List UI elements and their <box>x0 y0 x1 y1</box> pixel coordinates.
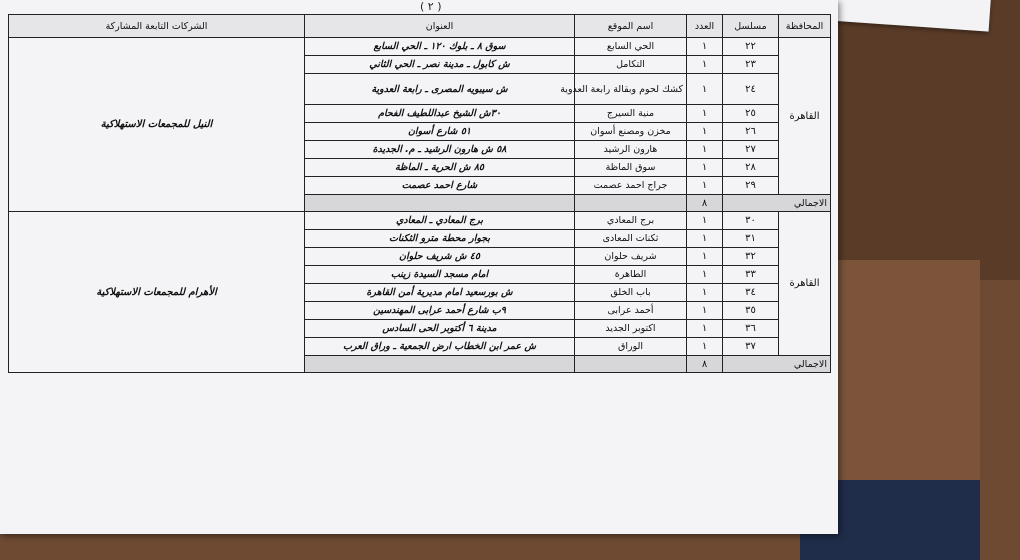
serial-cell: ٣٢ <box>723 248 779 266</box>
total-empty-cell <box>305 195 575 212</box>
location-name-cell: هارون الرشيد <box>575 141 687 159</box>
location-name-cell: ثكنات المعادى <box>575 230 687 248</box>
serial-cell: ٣١ <box>723 230 779 248</box>
count-cell: ١ <box>687 338 723 356</box>
location-name-cell: منية السيرج <box>575 105 687 123</box>
count-cell: ١ <box>687 123 723 141</box>
header-count: العدد <box>687 15 723 38</box>
header-address: العنوان <box>305 15 575 38</box>
location-name-cell: شريف حلوان <box>575 248 687 266</box>
serial-cell: ٣٧ <box>723 338 779 356</box>
address-cell: شارع احمد عصمت <box>305 177 575 195</box>
count-cell: ١ <box>687 266 723 284</box>
serial-cell: ٢٥ <box>723 105 779 123</box>
address-cell: ش عمر ابن الخطاب ارض الجمعية ـ وراق العرب <box>305 338 575 356</box>
address-cell: ٣٠ش الشيخ عبداللطيف الفحام <box>305 105 575 123</box>
count-cell: ١ <box>687 284 723 302</box>
serial-cell: ٣٣ <box>723 266 779 284</box>
count-cell: ١ <box>687 105 723 123</box>
address-cell: ش بورسعيد امام مديرية أمن القاهرة <box>305 284 575 302</box>
address-cell: ٥٨ ش هارون الرشيد ـ م. الجديدة <box>305 141 575 159</box>
total-count: ٨ <box>687 195 723 212</box>
count-cell: ١ <box>687 302 723 320</box>
serial-cell: ٢٦ <box>723 123 779 141</box>
count-cell: ١ <box>687 177 723 195</box>
header-company: الشركات التابعة المشاركة <box>9 15 305 38</box>
total-label: الاجمالي <box>723 356 831 373</box>
serial-cell: ٢٩ <box>723 177 779 195</box>
company-cell: النيل للمجمعات الاستهلاكية <box>9 38 305 212</box>
location-name-cell: جراج احمد عصمت <box>575 177 687 195</box>
governorate-cell: القاهرة <box>779 212 831 356</box>
location-name-cell: الحي السابع <box>575 38 687 56</box>
address-cell: سوق ٨ ـ بلوك ١٢٠ ـ الحي السابع <box>305 38 575 56</box>
count-cell: ١ <box>687 74 723 105</box>
locations-table <box>8 14 831 373</box>
address-cell: ش سيبويه المصرى ـ رابعة العدوية <box>305 74 575 105</box>
count-cell: ١ <box>687 212 723 230</box>
serial-cell: ٢٢ <box>723 38 779 56</box>
location-name-cell: كشك لحوم وبقالة رابعة العدوية <box>575 74 687 105</box>
total-empty-cell <box>305 356 575 373</box>
location-name-cell: التكامل <box>575 56 687 74</box>
address-cell: امام مسجد السيدة زينب <box>305 266 575 284</box>
location-name-cell: اكتوبر الجديد <box>575 320 687 338</box>
address-cell: مدينة ٦ أكتوبر الحى السادس <box>305 320 575 338</box>
header-serial: مسلسل <box>723 15 779 38</box>
address-cell: ٨٥ ش الحرية ـ الماظة <box>305 159 575 177</box>
table-header-row <box>9 15 831 38</box>
total-empty-cell <box>575 195 687 212</box>
serial-cell: ٣٤ <box>723 284 779 302</box>
header-governorate: المحافظة <box>779 15 831 38</box>
total-count: ٨ <box>687 356 723 373</box>
address-cell: ٤٥ ش شريف حلوان <box>305 248 575 266</box>
header-location-name: اسم الموقع <box>575 15 687 38</box>
location-name-cell: سوق الماظة <box>575 159 687 177</box>
serial-cell: ٢٤ <box>723 74 779 105</box>
count-cell: ١ <box>687 230 723 248</box>
address-cell: ٥١ شارع أسوان <box>305 123 575 141</box>
address-cell: بجوار محطة مترو الثكنات <box>305 230 575 248</box>
count-cell: ١ <box>687 159 723 177</box>
serial-cell: ٣٦ <box>723 320 779 338</box>
serial-cell: ٢٧ <box>723 141 779 159</box>
count-cell: ١ <box>687 320 723 338</box>
serial-cell: ٣٥ <box>723 302 779 320</box>
total-empty-cell <box>575 356 687 373</box>
table-row <box>9 212 831 230</box>
address-cell: ٩ب شارع أحمد عرابى المهندسين <box>305 302 575 320</box>
location-name-cell: الوراق <box>575 338 687 356</box>
count-cell: ١ <box>687 141 723 159</box>
location-name-cell: أحمد عرابى <box>575 302 687 320</box>
page-number: ( ٢ ) <box>420 0 442 13</box>
address-cell: برج المعادي ـ المعادي <box>305 212 575 230</box>
serial-cell: ٢٨ <box>723 159 779 177</box>
table-row <box>9 38 831 56</box>
serial-cell: ٢٣ <box>723 56 779 74</box>
count-cell: ١ <box>687 38 723 56</box>
company-cell: الأهرام للمجمعات الاستهلاكية <box>9 212 305 373</box>
serial-cell: ٣٠ <box>723 212 779 230</box>
address-cell: ش كابول ـ مدينة نصر ـ الحي الثاني <box>305 56 575 74</box>
count-cell: ١ <box>687 56 723 74</box>
location-name-cell: مخزن ومصنع أسوان <box>575 123 687 141</box>
location-name-cell: باب الخلق <box>575 284 687 302</box>
location-name-cell: الطاهرة <box>575 266 687 284</box>
count-cell: ١ <box>687 248 723 266</box>
governorate-cell: القاهرة <box>779 38 831 195</box>
location-name-cell: برج المعادي <box>575 212 687 230</box>
total-label: الاجمالي <box>723 195 831 212</box>
